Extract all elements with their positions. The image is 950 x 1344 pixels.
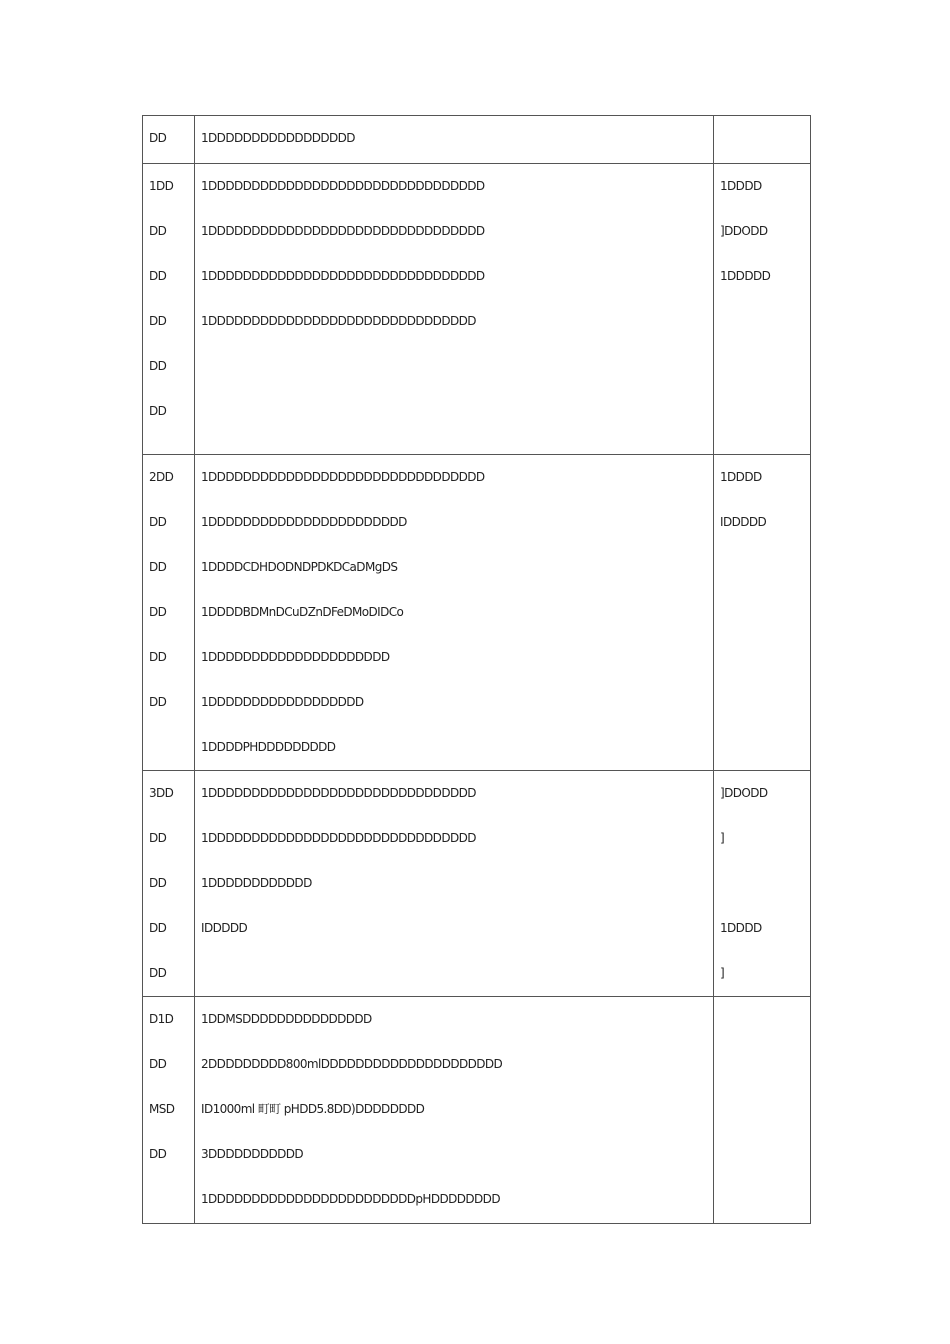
cell-text-line: ID1000ml 町町 pHDD5.8DD)DDDDDDDD [201, 1102, 425, 1116]
cell-text-line: DD [149, 269, 167, 283]
cell-text-line [720, 861, 810, 906]
cell-content [195, 116, 714, 164]
cell-text-line: 2DDDDDDDDD800mlDDDDDDDDDDDDDDDDDDDDD [201, 1057, 503, 1071]
cell-text-line: 1DDDD [720, 921, 762, 935]
cell-text-line: DD [149, 921, 167, 935]
cell-text-line: 1DDDDDDDDDDDDDDDDDDDDDDDDDDDDDDDD [201, 224, 485, 238]
cell-label [143, 997, 195, 1224]
cell-note [714, 164, 811, 455]
cell-text-line: MSD [149, 1102, 175, 1116]
cell-label [143, 116, 195, 164]
cell-text-line: 3DDDDDDDDDDD [201, 1147, 304, 1161]
cell-content [195, 455, 714, 771]
cell-text-line: DD [149, 650, 167, 664]
cell-content [195, 164, 714, 455]
cell-text-line: 1DDDDCDHDODNDPDKDCaDMgDS [201, 560, 398, 574]
cell-text-line: 1DDDDDDDDDDDDDDDDDDDDD [201, 650, 390, 664]
cell-label [143, 164, 195, 455]
cell-text-line: DD [149, 876, 167, 890]
cell-note [714, 116, 811, 164]
cell-text-line: DD [149, 695, 167, 709]
cell-text-line: 1DDDDDDDDDDDDDDDDD [201, 131, 355, 145]
cell-text-line: 1DDDDPHDDDDDDDDD [201, 740, 336, 754]
cell-text-line: DD [149, 224, 167, 238]
cell-text-line: 2DD [149, 470, 174, 484]
table-row [143, 164, 811, 455]
cell-text-line: DD [149, 131, 167, 145]
cell-text-line: 3DD [149, 786, 174, 800]
table-row [143, 997, 811, 1224]
cell-text-line: DD [149, 966, 167, 980]
cell-text-line: ]DDODD [720, 224, 768, 238]
cell-label [143, 455, 195, 771]
cell-text-line: IDDDDD [201, 921, 248, 935]
cell-text-line: 1DDDDDDDDDDDDDDDDDDDDDDDDDDDDDDDD [201, 269, 485, 283]
cell-text-line: ] [720, 966, 725, 980]
cell-note [714, 997, 811, 1224]
cell-text-line: 1DDDDDDDDDDDDDDDDDDDDDDDDDDDDDDD [201, 314, 476, 328]
cell-text-line: DD [149, 560, 167, 574]
cell-text-line: 1DDDDDDDDDDDDDDDDDDDDDDDDpHDDDDDDDD [201, 1192, 500, 1206]
cell-text-line: IDDDDD [720, 515, 767, 529]
cell-text-line: 1DDDDD [720, 269, 771, 283]
cell-text-line: 1DDDD [720, 179, 762, 193]
cell-text-line: 1DDDDDDDDDDDDDDDDDDDDDDDDDDDDDDD [201, 831, 476, 845]
cell-text-line: 1DDDDDDDDDDDDDDDDDDDDDDDDDDDDDDD [201, 786, 476, 800]
cell-text-line: DD [149, 605, 167, 619]
cell-text-line: DD [149, 359, 167, 373]
cell-note [714, 455, 811, 771]
table-row [143, 771, 811, 997]
cell-text-line: DD [149, 1147, 167, 1161]
cell-content [195, 997, 714, 1224]
cell-content [195, 771, 714, 997]
cell-text-line: 1DDDDBDMnDCuDZnDFeDMoDIDCo [201, 605, 404, 619]
cell-label [143, 771, 195, 997]
cell-text-line: 1DDDDDDDDDDDD [201, 876, 312, 890]
table-body [143, 116, 811, 1224]
cell-text-line: ] [720, 831, 725, 845]
cell-text-line: 1DD [149, 179, 174, 193]
document-table [142, 115, 811, 1224]
cell-text-line: DD [149, 404, 167, 418]
cell-text-line: 1DDDDDDDDDDDDDDDDDDDDDDDDDDDDDDDD [201, 179, 485, 193]
cell-text-line: DD [149, 831, 167, 845]
cell-text-line: 1DDDDDDDDDDDDDDDDDD [201, 695, 364, 709]
cell-text-line: 1DDMSDDDDDDDDDDDDDDD [201, 1012, 372, 1026]
table-row [143, 455, 811, 771]
cell-note [714, 771, 811, 997]
cell-text-line: 1DDDD [720, 470, 762, 484]
cell-text-line: 1DDDDDDDDDDDDDDDDDDDDDDD [201, 515, 407, 529]
cell-text-line: DD [149, 1057, 167, 1071]
cell-text-line: ]DDODD [720, 786, 768, 800]
cell-text-line: 1DDDDDDDDDDDDDDDDDDDDDDDDDDDDDDDD [201, 470, 485, 484]
cell-text-line: D1D [149, 1012, 174, 1026]
table-row [143, 116, 811, 164]
cell-text-line: DD [149, 314, 167, 328]
cell-text-line: DD [149, 515, 167, 529]
